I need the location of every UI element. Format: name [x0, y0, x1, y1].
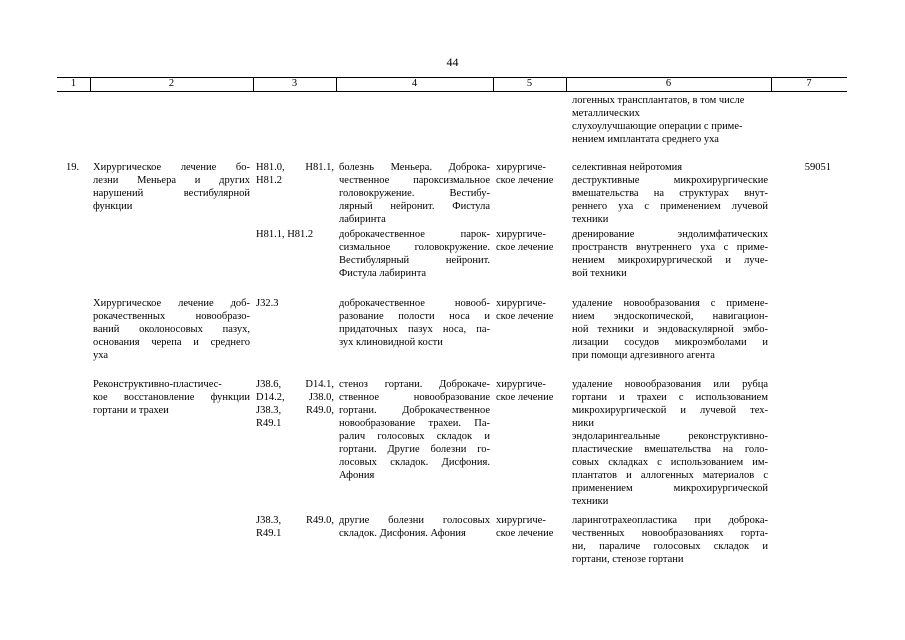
treatment-method-line: слухоулучшающие операции с приме-	[572, 121, 743, 132]
treatment-method-line: микрохирургической и лучевой тех-	[572, 405, 768, 416]
patient-model-line: головокружение. Вестибу-	[339, 188, 490, 199]
row-number: 19.	[66, 162, 80, 173]
treatment-type-line: хирургиче-	[496, 515, 546, 526]
column-number-1: 1	[70, 78, 77, 89]
patient-model-line: Фистула лабиринта	[339, 268, 427, 279]
icd-code-line: J38.6, D14.1,	[256, 379, 334, 390]
treatment-type-line: хирургиче-	[496, 162, 546, 173]
patient-model-line: гортани. Доброкачественное	[339, 405, 490, 416]
patient-model-line: сизмальное головокружение.	[339, 242, 490, 253]
patient-model-line: ственное новообразование	[339, 392, 490, 403]
patient-model-line: лярный нейронит. Фистула	[339, 201, 490, 212]
patient-model-line: стеноз гортани. Доброкаче-	[339, 379, 490, 390]
patient-model-line: доброкачественное новооб-	[339, 298, 490, 309]
treatment-method-line: ники	[572, 418, 594, 429]
treatment-method-line: совых складках с использованием им-	[572, 457, 768, 468]
treatment-method-line: чественных новообразованиях горта-	[572, 528, 768, 539]
treatment-type-line: хирургиче-	[496, 229, 546, 240]
patient-model-line: лосовых складок. Дисфония.	[339, 457, 490, 468]
icd-code-line: J38.3, R49.0,	[256, 405, 334, 416]
treatment-method-line: металлических	[572, 108, 640, 119]
treatment-method-line: гортани, стенозе гортани	[572, 554, 684, 565]
treatment-name-line: основания черепа и среднего	[93, 337, 250, 348]
patient-model-line: складок. Дисфония. Афония	[339, 528, 466, 539]
treatment-method-line: реннего уха с применением лучевой	[572, 201, 768, 212]
patient-model-line: разование полости носа и	[339, 311, 490, 322]
treatment-name-line: ваний околоносовых пазух,	[93, 324, 250, 335]
treatment-type-line: хирургиче-	[496, 379, 546, 390]
treatment-name-line: Реконструктивно-пластичес-	[93, 379, 222, 390]
column-number-5: 5	[526, 78, 533, 89]
treatment-type-line: ское лечение	[496, 175, 554, 186]
icd-code-line: D14.2, J38.0,	[256, 392, 334, 403]
treatment-method-line: деструктивные микрохирургические	[572, 175, 768, 186]
treatment-type-line: ское лечение	[496, 242, 554, 253]
treatment-method-line: применением микрохирургической	[572, 483, 768, 494]
page-number: 44	[446, 55, 459, 69]
patient-model-line: болезнь Меньера. Доброка-	[339, 162, 490, 173]
treatment-method-line: нением имплантата среднего уха	[572, 134, 719, 145]
treatment-method-line: техники	[572, 214, 609, 225]
column-number-4: 4	[411, 78, 418, 89]
treatment-method-line: эндоларингеальные реконструктивно-	[572, 431, 768, 442]
treatment-method-line: удаление новообразования с примене-	[572, 298, 768, 309]
treatment-type-line: ское лечение	[496, 528, 554, 539]
treatment-type-line: хирургиче-	[496, 298, 546, 309]
treatment-type-line: ское лечение	[496, 311, 554, 322]
icd-code-line: H81.2	[256, 175, 282, 186]
treatment-name-line: рокачественных новообразо-	[93, 311, 250, 322]
treatment-method-line: нением микрохирургической и луче-	[572, 255, 768, 266]
patient-model-line: Вестибулярный нейронит.	[339, 255, 490, 266]
treatment-method-line: пространств внутреннего уха с приме-	[572, 242, 768, 253]
patient-model-line: придаточных пазух носа, па-	[339, 324, 490, 335]
treatment-method-line: плантатов и аллогенных материалов с	[572, 470, 768, 481]
treatment-method-line: ни, параличе голосовых складок и	[572, 541, 768, 552]
treatment-method-line: вой техники	[572, 268, 627, 279]
financing-amount: 59051	[804, 162, 831, 173]
treatment-name-line: гортани и трахеи	[93, 405, 169, 416]
treatment-method-line: дренирование эндолимфатических	[572, 229, 768, 240]
treatment-method-line: пластические вмешательства на голо-	[572, 444, 768, 455]
treatment-method-line: вмешательства на структурах внут-	[572, 188, 768, 199]
treatment-method-line: ларинготрахеопластика при доброка-	[572, 515, 768, 526]
column-number-7: 7	[806, 78, 812, 89]
icd-code-line: J32.3	[256, 298, 279, 309]
icd-code-line: H81.0, H81.1,	[256, 162, 334, 173]
treatment-name-line: Хирургическое лечение бо-	[93, 162, 250, 173]
treatment-method-line: ной техники и эндоваскулярной эмбо-	[572, 324, 768, 335]
treatment-method-line: гортани и трахеи с использованием	[572, 392, 768, 403]
patient-model-line: гортани. Другие болезни го-	[339, 444, 490, 455]
treatment-name-line: нарушений вестибулярной	[93, 188, 250, 199]
patient-model-line: лабиринта	[339, 214, 386, 225]
patient-model-line: чественное пароксизмальное	[339, 175, 490, 186]
treatment-method-line: нием эндоскопической, навигацион-	[572, 311, 768, 322]
patient-model-line: Афония	[339, 470, 375, 481]
patient-model-line: ралич голосовых складок и	[339, 431, 490, 442]
column-number-6: 6	[665, 78, 672, 89]
treatment-name-line: лезни Меньера и других	[93, 175, 250, 186]
patient-model-line: зух клиновидной кости	[339, 337, 443, 348]
icd-code-line: H81.1, H81.2	[256, 229, 314, 240]
treatment-type-line: ское лечение	[496, 392, 554, 403]
patient-model-line: другие болезни голосовых	[339, 515, 490, 526]
treatment-method-line: лизации сосудов микроэмболами и	[572, 337, 768, 348]
column-number-3: 3	[291, 78, 298, 89]
treatment-method-line: удаление новообразования или рубца	[572, 379, 768, 390]
icd-code-line: J38.3, R49.0,	[256, 515, 334, 526]
treatment-method-line: селективная нейротомия	[572, 162, 683, 173]
icd-code-line: R49.1	[256, 528, 282, 539]
treatment-method-line: при помощи адгезивного агента	[572, 350, 715, 361]
patient-model-line: новообразование трахеи. Па-	[339, 418, 490, 429]
treatment-name-line: Хирургическое лечение доб-	[93, 298, 250, 309]
treatment-name-line: уха	[93, 350, 109, 361]
treatment-method-line: логенных трансплантатов, в том числе	[572, 95, 745, 106]
icd-code-line: R49.1	[256, 418, 282, 429]
patient-model-line: доброкачественное парок-	[339, 229, 490, 240]
treatment-method-line: техники	[572, 496, 609, 507]
treatment-name-line: функции	[93, 201, 133, 212]
column-number-2: 2	[168, 78, 175, 89]
treatment-name-line: кое восстановление функции	[93, 392, 250, 403]
